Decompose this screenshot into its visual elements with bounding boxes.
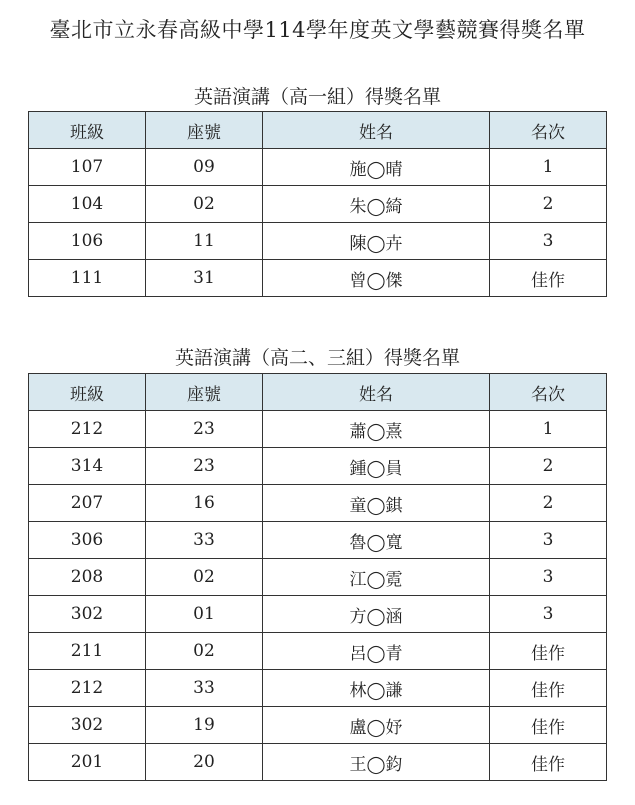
cell-seat: 11 [146,223,263,260]
cell-rank: 佳作 [490,744,607,781]
column-header-seat: 座號 [146,374,263,411]
table-row [29,223,607,260]
table-row [29,559,607,596]
table-row [29,707,607,744]
cell-seat: 16 [146,485,263,522]
cell-seat: 33 [146,522,263,559]
column-header-name: 姓名 [263,374,490,411]
cell-class: 111 [29,260,146,297]
cell-class: 201 [29,744,146,781]
table-row [29,670,607,707]
cell-seat: 23 [146,448,263,485]
column-header-rank: 名次 [490,112,607,149]
award-table-grade1 [28,111,607,297]
table-header-row [29,112,607,149]
cell-class: 107 [29,149,146,186]
award-table-grade2-3 [28,373,607,781]
cell-rank: 3 [490,223,607,260]
cell-rank: 1 [490,411,607,448]
cell-class: 211 [29,633,146,670]
cell-name: 陳◯卉 [263,223,490,260]
cell-name: 曾◯傑 [263,260,490,297]
cell-rank: 佳作 [490,707,607,744]
table-row [29,596,607,633]
cell-class: 306 [29,522,146,559]
column-header-class: 班級 [29,374,146,411]
table-row [29,744,607,781]
cell-name: 童◯錤 [263,485,490,522]
cell-seat: 31 [146,260,263,297]
cell-class: 302 [29,707,146,744]
column-header-class: 班級 [29,112,146,149]
cell-seat: 01 [146,596,263,633]
cell-class: 104 [29,186,146,223]
column-header-rank: 名次 [490,374,607,411]
cell-name: 朱◯綺 [263,186,490,223]
cell-name: 盧◯妤 [263,707,490,744]
cell-seat: 20 [146,744,263,781]
cell-class: 208 [29,559,146,596]
table-header-row [29,374,607,411]
cell-name: 江◯霓 [263,559,490,596]
cell-class: 314 [29,448,146,485]
cell-class: 302 [29,596,146,633]
cell-rank: 2 [490,485,607,522]
cell-rank: 佳作 [490,670,607,707]
cell-name: 王◯鈞 [263,744,490,781]
cell-seat: 02 [146,559,263,596]
cell-seat: 02 [146,633,263,670]
page-title: 臺北市立永春高級中學114學年度英文學藝競賽得獎名單 [49,18,586,42]
cell-name: 魯◯寬 [263,522,490,559]
table-row [29,448,607,485]
cell-rank: 3 [490,522,607,559]
cell-rank: 1 [490,149,607,186]
cell-class: 212 [29,411,146,448]
table-row [29,149,607,186]
column-header-name: 姓名 [263,112,490,149]
cell-name: 呂◯青 [263,633,490,670]
cell-rank: 2 [490,186,607,223]
table-row [29,411,607,448]
table-row [29,485,607,522]
cell-name: 鍾◯員 [263,448,490,485]
cell-name: 施◯晴 [263,149,490,186]
cell-seat: 23 [146,411,263,448]
cell-rank: 2 [490,448,607,485]
cell-class: 207 [29,485,146,522]
cell-rank: 3 [490,596,607,633]
cell-rank: 3 [490,559,607,596]
cell-seat: 19 [146,707,263,744]
table-row [29,260,607,297]
section-title-grade2-3: 英語演講（高二、三組）得獎名單 [174,347,460,369]
table-row [29,186,607,223]
cell-class: 212 [29,670,146,707]
cell-seat: 02 [146,186,263,223]
table-row [29,522,607,559]
cell-rank: 佳作 [490,260,607,297]
cell-name: 蕭◯熹 [263,411,490,448]
cell-rank: 佳作 [490,633,607,670]
column-header-seat: 座號 [146,112,263,149]
section-title-grade1: 英語演講（高一組）得獎名單 [193,86,441,108]
cell-class: 106 [29,223,146,260]
cell-seat: 33 [146,670,263,707]
cell-name: 方◯涵 [263,596,490,633]
table-row [29,633,607,670]
cell-seat: 09 [146,149,263,186]
cell-name: 林◯謙 [263,670,490,707]
